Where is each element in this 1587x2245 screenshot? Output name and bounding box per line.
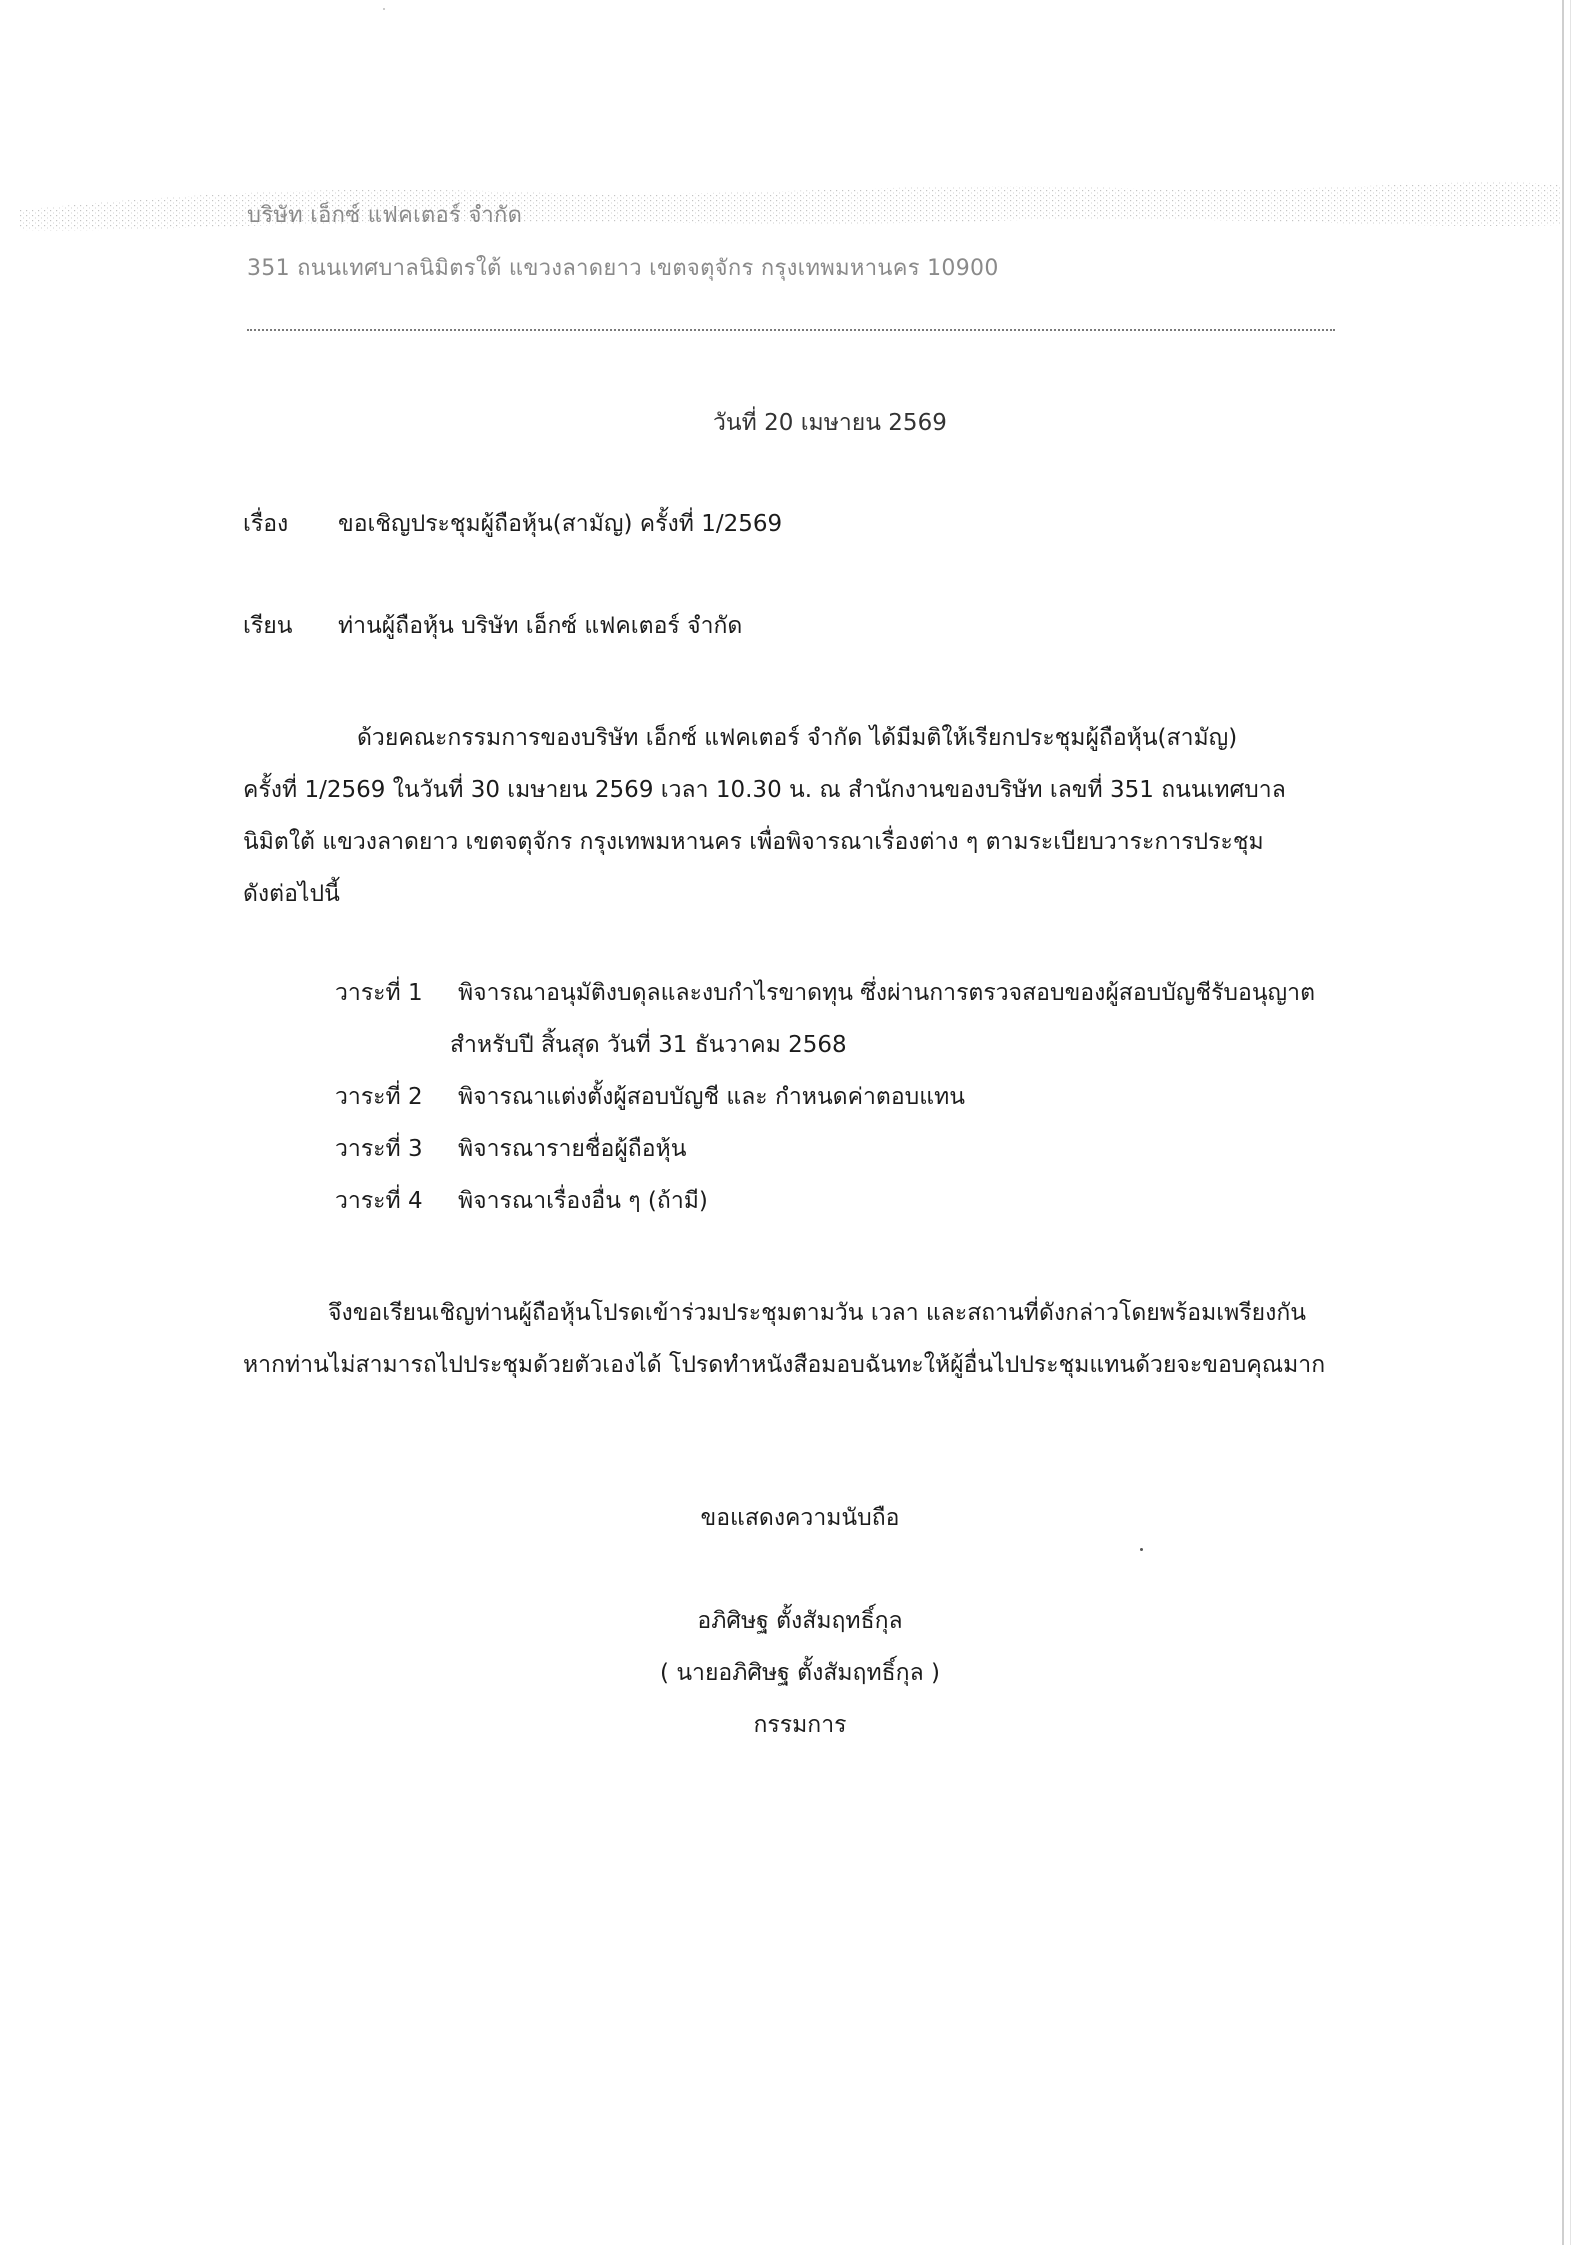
intro-line-4: ดังต่อไปนี้ [243,881,340,907]
agenda-text: พิจารณารายชื่อผู้ถือหุ้น [458,1136,687,1162]
subject-label: เรื่อง [243,511,289,537]
signature: อภิศิษฐ ตั้งสัมฤทธิ์กุล [697,1608,903,1634]
company-address: 351 ถนนเทศบาลนิมิตรใต้ แขวงลาดยาว เขตจตุจักร กรุงเทพมหานคร 10900 [247,256,999,281]
agenda-text: พิจารณาแต่งตั้งผู้สอบบัญชี และ กำหนดค่าตอบแทน [458,1084,965,1110]
closing-line-1: จึงขอเรียนเชิญท่านผู้ถือหุ้นโปรดเข้าร่วมประชุมตามวัน เวลา และสถานที่ดังกล่าวโดยพร้อมเพรียงกัน [328,1300,1306,1326]
closing-line-2: หากท่านไม่สามารถไปประชุมด้วยตัวเองได้ โปรดทำหนังสือมอบฉันทะให้ผู้อื่นไปประชุมแทนด้วยจะขอบคุณมาก [243,1352,1326,1378]
letterhead-divider [247,329,1335,331]
agenda-text: พิจารณาอนุมัติงบดุลและงบกำไรขาดทุน ซึ่งผ่านการตรวจสอบของผู้สอบบัญชีรับอนุญาต [458,980,1316,1006]
signatory-title: กรรมการ [753,1712,847,1738]
recipient-label: เรียน [243,613,293,639]
scan-edge-line [1570,0,1571,2245]
company-name: บริษัท เอ็กซ์ แฟคเตอร์ จำกัด [247,203,523,228]
subject-text: ขอเชิญประชุมผู้ถือหุ้น(สามัญ) ครั้งที่ 1/2569 [338,511,783,537]
agenda-text: พิจารณาเรื่องอื่น ๆ (ถ้ามี) [458,1188,708,1214]
scan-edge-line [1562,0,1564,2245]
intro-line-2: ครั้งที่ 1/2569 ในวันที่ 30 เมษายน 2569 เวลา 10.30 น. ณ สำนักงานของบริษัท เลขที่ 351 ถนนเทศบาล [243,777,1286,803]
agenda-label: วาระที่ 1 [335,980,423,1006]
agenda-text-continued: สำหรับปี สิ้นสุด วันที่ 31 ธันวาคม 2568 [450,1032,847,1058]
agenda-label: วาระที่ 3 [335,1136,423,1162]
salutation: ขอแสดงความนับถือ [700,1505,900,1531]
recipient-text: ท่านผู้ถือหุ้น บริษัท เอ็กซ์ แฟคเตอร์ จำกัด [338,613,743,639]
intro-line-3: นิมิตใต้ แขวงลาดยาว เขตจตุจักร กรุงเทพมหานคร เพื่อพิจารณาเรื่องต่าง ๆ ตามระเบียบวาระการประชุม [243,829,1264,855]
intro-line-1: ด้วยคณะกรรมการของบริษัท เอ็กซ์ แฟคเตอร์ จำกัด ได้มีมติให้เรียกประชุมผู้ถือหุ้น(สามัญ) [357,725,1238,751]
printed-name: ( นายอภิศิษฐ ตั้งสัมฤทธิ์กุล ) [660,1660,940,1686]
agenda-label: วาระที่ 2 [335,1084,423,1110]
letter-date: วันที่ 20 เมษายน 2569 [713,410,947,436]
agenda-label: วาระที่ 4 [335,1188,423,1214]
scan-speck [383,8,385,10]
scan-speck [1140,1548,1143,1551]
